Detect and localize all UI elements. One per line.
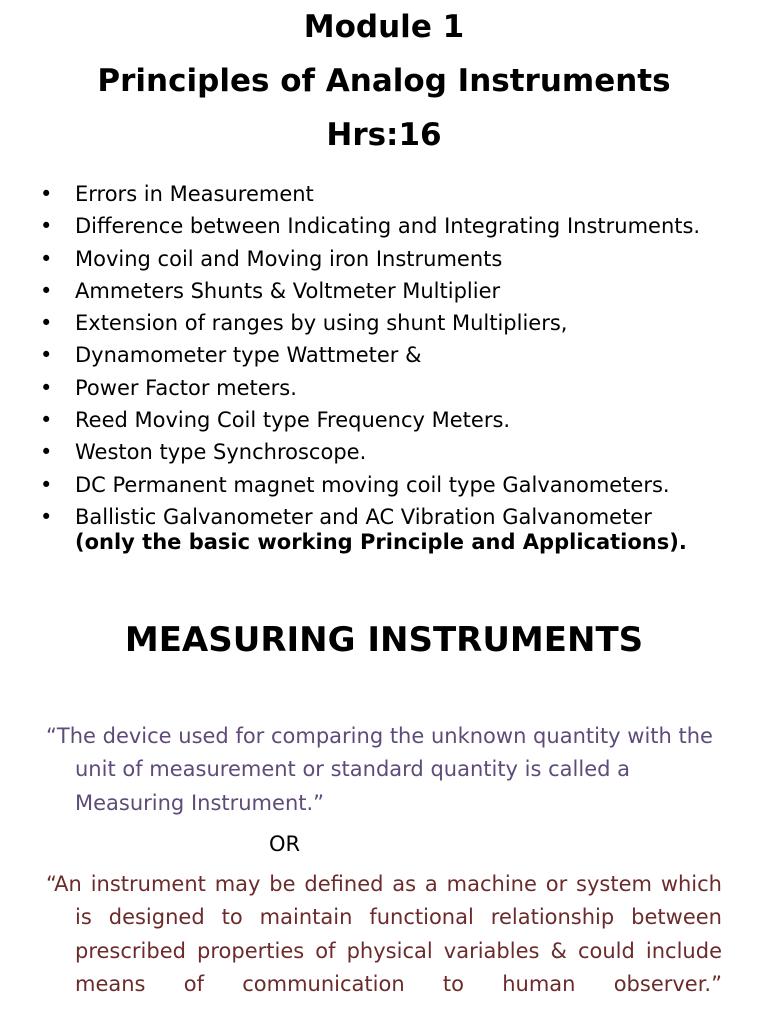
alternate-definition-text: “An instrument may be defined as a machine or system which is designed to maintain functional relationship between prescribed properties of physical variables & could include means of communication to human observer.” [46,872,722,997]
list-item-text: Weston type Synchroscope. [75,440,367,465]
list-item [40,210,740,242]
bullet-icon: • [40,214,53,239]
title-module: Module 1 [303,9,465,45]
list-item [40,275,740,307]
bullet-icon: • [40,246,53,271]
slide-title [0,0,768,162]
list-item [40,307,740,339]
list-item [40,339,740,371]
list-item-text: Reed Moving Coil type Frequency Meters. [75,408,511,433]
definition-text: “The device used for comparing the unknown quantity with the unit of measurement or standard quantity is called a Measuring Instrument.” [46,724,713,815]
bullet-note: (only the basic working Principle and Applications). [75,530,687,555]
list-item-text: Ballistic Galvanometer and AC Vibration Galvanometer [75,504,652,529]
title-subject: Principles of Analog Instruments [97,63,671,99]
bullet-icon: • [40,472,53,497]
slide-measuring-instruments [0,580,768,1024]
or-separator: OR [269,832,301,856]
bullet-icon: • [40,504,53,529]
bullet-icon: • [40,343,53,368]
slide-heading: MEASURING INSTRUMENTS [124,620,644,660]
definition-paragraph [46,720,722,820]
list-item [40,243,740,275]
list-item-text: Difference between Indicating and Integrating Instruments. [75,214,701,239]
bullet-icon: • [40,182,53,206]
bullet-icon: • [40,440,53,465]
alternate-definition-paragraph [46,868,722,1035]
list-item-text: Ammeters Shunts & Voltmeter Multiplier [75,278,501,303]
bullet-icon: • [40,408,53,433]
list-item-text: Dynamometer type Wattmeter & [75,343,422,368]
list-item-text: Moving coil and Moving iron Instruments [75,246,503,271]
bullet-icon: • [40,375,53,400]
list-item-text: Extension of ranges by using shunt Multipliers, [75,311,568,336]
list-item-text: Errors in Measurement [75,182,314,206]
list-item [40,372,740,404]
bullet-icon: • [40,311,53,336]
list-item-text: Power Factor meters. [75,375,297,400]
topic-list [40,178,740,554]
title-hours: Hrs:16 [326,117,442,153]
bullet-icon: • [40,278,53,303]
list-item [40,404,740,436]
list-item [40,178,740,210]
list-item-text: DC Permanent magnet moving coil type Galvanometers. [75,472,670,497]
list-item [40,436,740,468]
list-item [40,469,740,501]
list-item [40,501,740,554]
